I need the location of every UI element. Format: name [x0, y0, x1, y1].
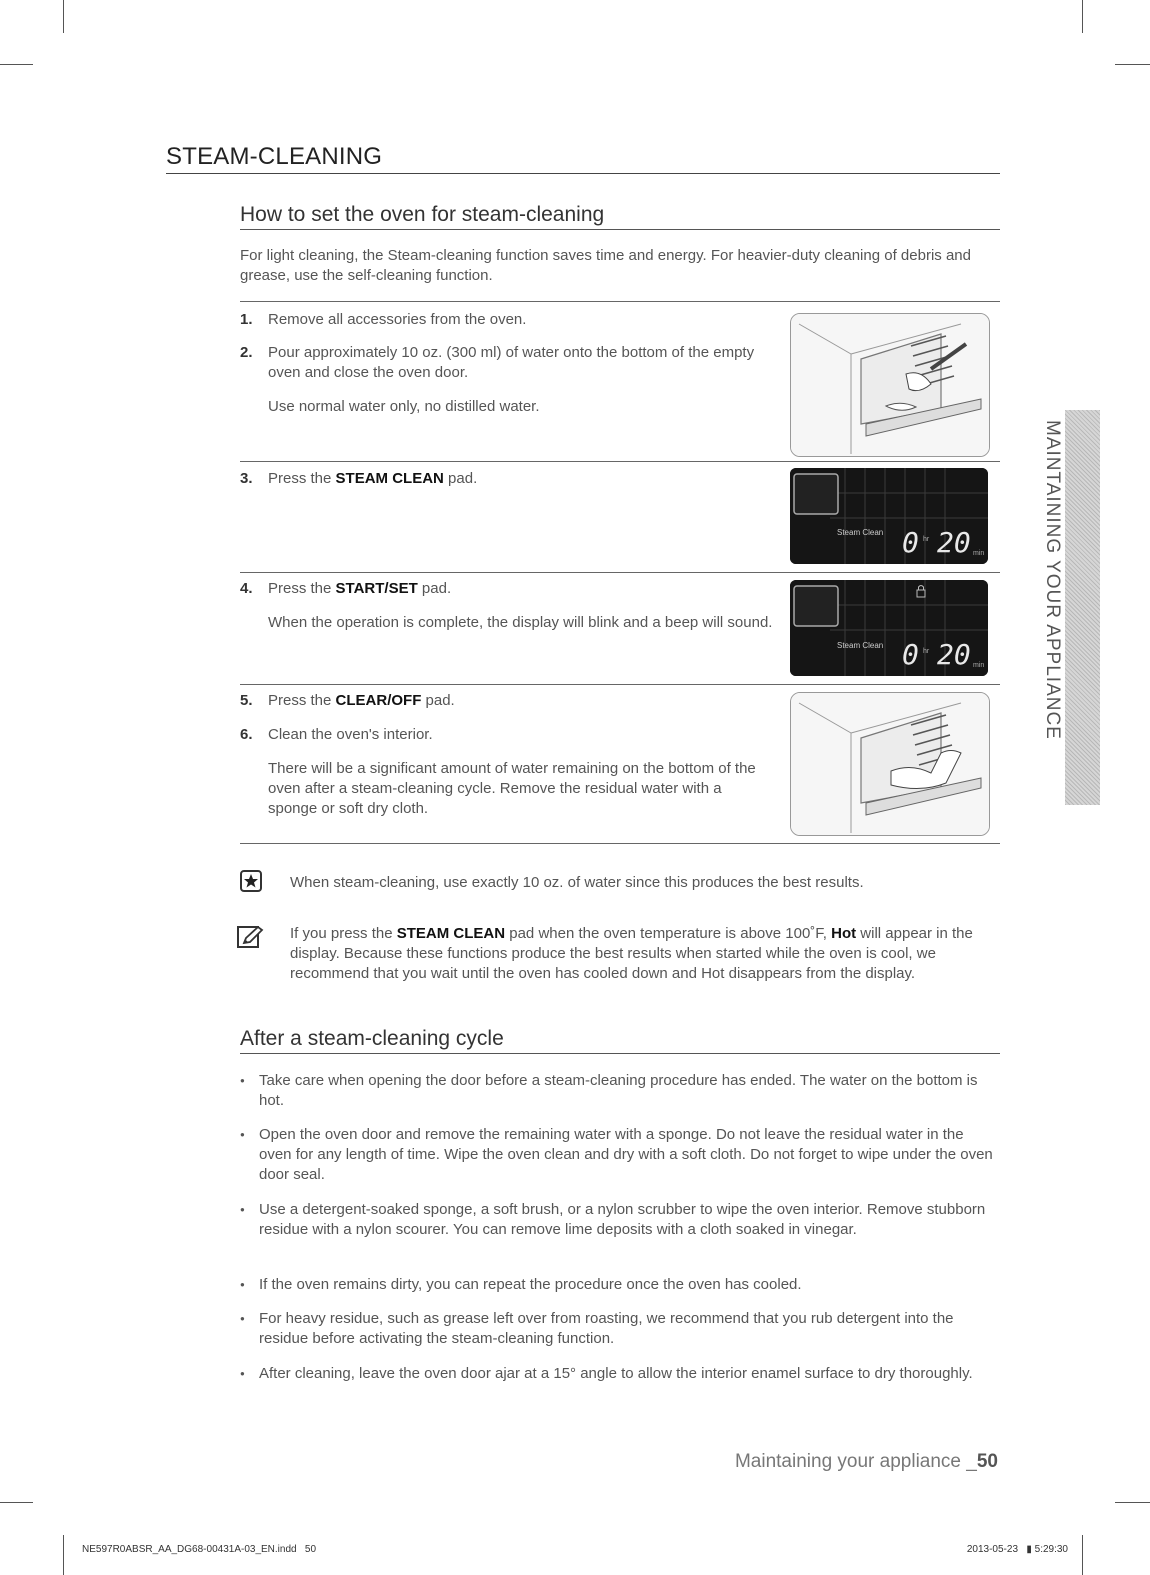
display-min-unit: min	[973, 662, 985, 669]
hot-indicator-label: Hot	[831, 925, 857, 942]
crop-mark	[63, 0, 64, 33]
step-note: When the operation is complete, the display will blink and a beep will sound.	[268, 614, 773, 631]
step-text-post: pad.	[443, 470, 478, 487]
clear-off-pad-label: CLEAR/OFF	[335, 692, 422, 709]
display-hour: 0	[902, 526, 919, 559]
note-mid: pad when the oven temperature is above 100˚F,	[505, 925, 832, 942]
step-text-post: pad.	[421, 692, 455, 709]
note-post: will appear in the display. Because these functions produce the best results when started while the oven is cool, we recommend that you wait until the oven has cooled down and Hot disappears from the display.	[290, 925, 973, 982]
crop-mark	[0, 1502, 33, 1503]
bullet-item: After cleaning, leave the oven door ajar at a 15° angle to allow the interior enamel surface to dry thoroughly.	[259, 1365, 973, 1382]
tip-text: When steam-cleaning, use exactly 10 oz. of water since this produces the best results.	[290, 874, 864, 891]
crop-mark	[1115, 64, 1150, 65]
divider	[240, 461, 1000, 462]
control-display	[790, 468, 988, 564]
step-text-pre: Press the	[268, 470, 336, 487]
side-tab-bar	[1065, 410, 1100, 805]
crop-mark	[1082, 1535, 1083, 1575]
display-mode-label: Steam Clean	[837, 641, 884, 650]
page-footer	[600, 1451, 998, 1473]
step-number: 1.	[240, 311, 253, 328]
print-file-info: NE597R0ABSR_AA_DG68-00431A-03_EN.indd 50	[82, 1544, 317, 1555]
subsection-title: How to set the oven for steam-cleaning	[240, 203, 1000, 230]
oven-illustration-icon	[791, 693, 989, 835]
start-set-pad-label: START/SET	[335, 580, 418, 597]
step-number: 5.	[240, 692, 253, 709]
divider	[240, 843, 1000, 844]
page-footer-text: Maintaining your appliance _	[734, 1451, 977, 1472]
intro-text: For light cleaning, the Steam-cleaning function saves time and energy. For heavier-duty cleaning of debris and grease, use the self-cleaning function.	[240, 247, 971, 284]
step-text-post: pad.	[417, 580, 452, 597]
step-text-pre: Press the	[268, 692, 336, 709]
crop-mark	[63, 1535, 64, 1575]
bullet-item: Open the oven door and remove the remaining water with a sponge. Do not leave the residual water in the oven for any length of time. Wipe the oven clean and dry with a soft cloth. Do not forget to wipe under the oven door seal.	[259, 1126, 993, 1183]
display-hour-unit: hr	[923, 648, 930, 655]
display-minute: 20	[937, 526, 971, 559]
divider	[240, 572, 1000, 573]
page-number: 50	[976, 1451, 998, 1472]
divider	[240, 684, 1000, 685]
step-text-pre: Press the	[268, 580, 336, 597]
display-hour: 0	[902, 638, 919, 671]
bullet-item: If the oven remains dirty, you can repeat the procedure once the oven has cooled.	[259, 1276, 802, 1293]
oven-illustration-icon	[791, 314, 989, 456]
step-text: Pour approximately 10 oz. (300 ml) of water onto the bottom of the empty oven and close the oven door.	[268, 344, 755, 381]
display-mode-label: Steam Clean	[837, 528, 884, 537]
step-number: 3.	[240, 470, 253, 487]
side-tab-label: MAINTAINING YOUR APPLIANCE	[1042, 420, 1063, 740]
step-text	[268, 579, 768, 599]
step-number: 4.	[240, 580, 253, 597]
bullet-dot: ●	[240, 1130, 245, 1139]
display-hour-unit: hr	[923, 536, 930, 543]
note-pre: If you press the	[290, 925, 397, 942]
bullet-dot: ●	[240, 1076, 245, 1085]
control-display-locked	[790, 580, 988, 676]
note-pencil-icon	[236, 925, 264, 951]
crop-mark	[0, 64, 33, 65]
bullet-dot: ●	[240, 1369, 245, 1378]
bullet-item: Take care when opening the door before a steam-cleaning procedure has ended. The water on the bottom is hot.	[259, 1072, 978, 1109]
subsection-title: After a steam-cleaning cycle	[240, 1027, 1000, 1054]
step-number: 2.	[240, 344, 253, 361]
print-timestamp: 2013-05-23 ▮ 5:29:30	[966, 1544, 1068, 1555]
oven-water-illustration	[790, 313, 990, 457]
steam-clean-pad-label: STEAM CLEAN	[335, 470, 444, 487]
steam-clean-pad-label: STEAM CLEAN	[396, 925, 506, 942]
step-text: Remove all accessories from the oven.	[268, 311, 527, 328]
step-text	[268, 691, 768, 711]
bullet-dot: ●	[240, 1205, 245, 1214]
bullet-item: For heavy residue, such as grease left over from roasting, we recommend that you rub detergent into the residue before activating the steam-cleaning function.	[259, 1310, 954, 1347]
oven-wipe-illustration	[790, 692, 990, 836]
bullet-dot: ●	[240, 1314, 245, 1323]
step-text	[268, 469, 768, 489]
crop-mark	[1115, 1502, 1150, 1503]
crop-mark	[1082, 0, 1083, 33]
step-number: 6.	[240, 726, 253, 743]
note-text	[290, 924, 995, 984]
bullet-dot: ●	[240, 1280, 245, 1289]
star-tip-icon	[240, 870, 262, 892]
display-min-unit: min	[973, 550, 985, 557]
divider	[240, 301, 1000, 302]
step-note: There will be a significant amount of water remaining on the bottom of the oven after a steam-cleaning cycle. Remove the residual water with a sponge or soft dry cloth.	[268, 760, 756, 817]
step-text: Clean the oven's interior.	[268, 726, 433, 743]
display-minute: 20	[937, 638, 971, 671]
bullet-item: Use a detergent-soaked sponge, a soft brush, or a nylon scrubber to wipe the oven interior. Remove stubborn residue with a nylon scourer. You can remove lime deposits with a cloth soaked in vinegar.	[259, 1201, 986, 1238]
step-note: Use normal water only, no distilled water.	[268, 398, 540, 415]
section-title: STEAM-CLEANING	[166, 143, 1000, 174]
